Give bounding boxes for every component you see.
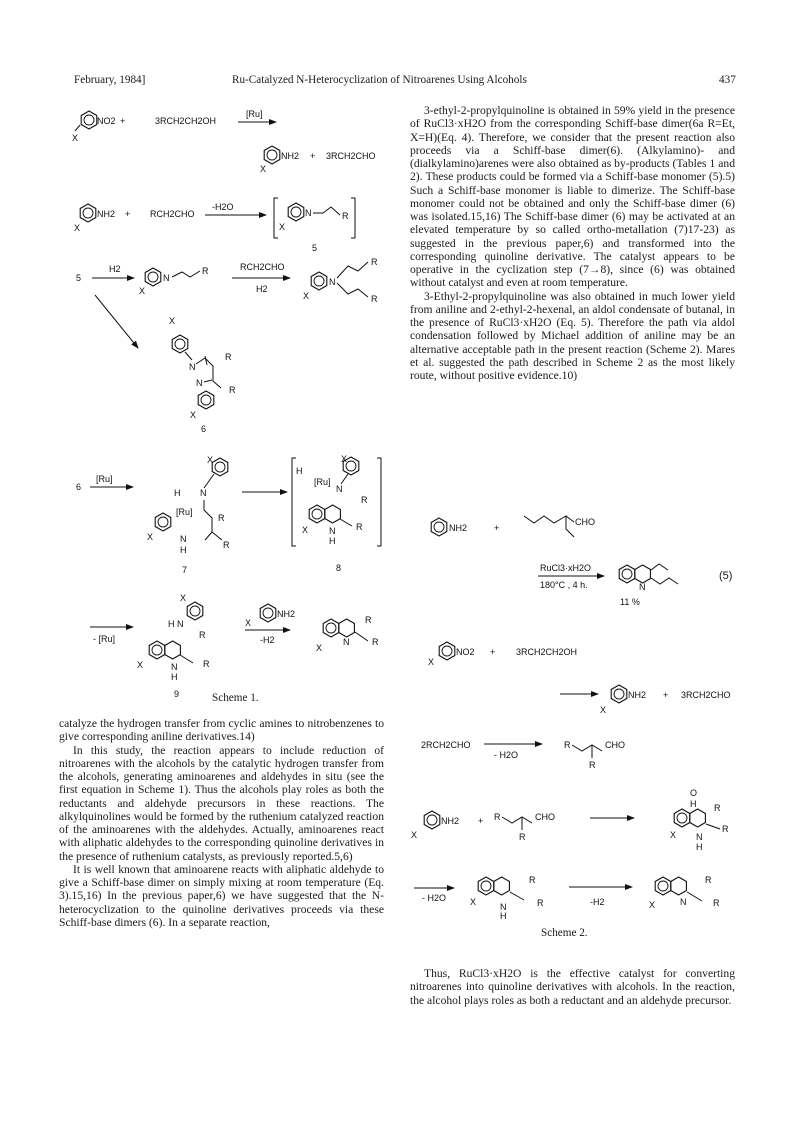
plus-sign: + — [310, 151, 316, 161]
r-group: R — [203, 659, 210, 669]
aniline-ring — [611, 685, 627, 703]
hydrogen-atom: H — [168, 619, 175, 629]
compound9-quinoline — [149, 641, 180, 659]
r-group: R — [713, 898, 720, 908]
substituent-x: X — [72, 133, 79, 143]
hydrogen-atom: H — [180, 545, 187, 555]
compound-label-9: 9 — [174, 689, 180, 699]
nitro-label: NO2 — [456, 647, 475, 657]
reaction-catalyst: RuCl3·xH2O — [540, 563, 592, 573]
r-group: R — [223, 540, 230, 550]
intermediate8-quinoline — [309, 505, 340, 523]
nitrogen-label: N — [177, 619, 184, 629]
scheme1-caption: Scheme 1. — [212, 692, 259, 704]
substituent-x: X — [428, 657, 435, 667]
r-group: R — [356, 522, 363, 532]
scheme2-caption: Scheme 2. — [541, 927, 588, 939]
amine-label: NH2 — [97, 209, 116, 219]
hydrogen-atom: H — [296, 466, 303, 476]
nitrogen-label: N — [329, 526, 336, 536]
oxygen-label: O — [690, 788, 698, 798]
aldehyde-reagent: RCH2CHO — [240, 262, 285, 272]
amine-label: NH2 — [449, 523, 468, 533]
dihydroquinoline — [478, 877, 509, 895]
substituent-x: X — [245, 618, 252, 628]
r-group: R — [371, 257, 378, 267]
substituent-x: X — [180, 593, 187, 603]
plus-sign: + — [663, 690, 669, 700]
substituent-x: X — [303, 291, 310, 301]
ruthenium-label: [Ru] — [314, 477, 331, 487]
substituent-x: X — [470, 897, 477, 907]
compound-label-5: 5 — [312, 243, 318, 253]
ethylpropylquinoline — [619, 565, 650, 583]
r-group: R — [714, 803, 721, 813]
r-group: R — [722, 824, 729, 834]
minus-water-label: - H2O — [422, 893, 447, 903]
equation5-drawing — [431, 516, 678, 607]
r-group: R — [705, 875, 712, 885]
alcohol-reagent: 3RCH2CH2OH — [516, 647, 578, 657]
nitrogen-label: N — [343, 637, 350, 647]
schiff-monomer-ring — [288, 203, 304, 221]
r-group: R — [229, 385, 236, 395]
paragraph: 3-Ethyl-2-propylquinoline was also obtained in much lower yield from aniline and 2-ethyl-2-hexenal, an aldol condensate of butanal, in the presence of RuCl3·xH2O (Eq. 5). Therefore the path via aldol condensation followed by Michael addition of aniline may be an alternative acceptable path in the present reaction (Scheme 2). Mares et al. suggested the path described in Scheme 2 as the most likely route, without positive evidence.10) — [410, 289, 735, 382]
catalyst-label: [Ru] — [246, 109, 263, 119]
r-group: R — [202, 266, 209, 276]
cho-label: CHO — [575, 517, 595, 527]
aniline-ring — [424, 811, 440, 829]
substituent-x: X — [190, 410, 197, 420]
r-group: R — [529, 875, 536, 885]
paragraph: In this study, the reaction appears to include reduction of nitroarenes with the alcohols by the catalytic hydrogen transfer from the alcohols, generating aminoarenes and aldehydes in situ (see the first equation in Scheme 1). Thus the alcohols play roles as both the reductants and aldehyde precursors in these reactions. The alkylquinolines would be formed by the ruthenium catalyzed reaction of the aminoarenes with the aldehydes. Actually, aminoarenes react with aliphatic aldehydes to the corresponding quinoline derivatives in the presence of ruthenium catalysts, as previously reported.5,6) — [59, 743, 384, 863]
aldehyde-reagent: 3RCH2CHO — [681, 690, 731, 700]
compound-label-6: 6 — [201, 424, 207, 434]
compound9-top-ring — [187, 602, 203, 620]
nitrogen-label: N — [189, 362, 196, 372]
aniline-ring — [80, 204, 96, 222]
amine-label: NH2 — [628, 690, 647, 700]
dialkylaminoarene-ring — [311, 272, 327, 290]
r-group: R — [371, 294, 378, 304]
r-group: R — [199, 630, 206, 640]
product-quinoline — [323, 619, 354, 637]
substituent-x: X — [147, 532, 154, 542]
dimer-ring-bottom — [198, 391, 214, 409]
r-group: R — [589, 760, 596, 770]
hydrogen-atom: H — [690, 799, 697, 809]
hydrogen-atom: H — [696, 842, 703, 852]
hydrogen-atom: H — [174, 488, 181, 498]
aminoaldehyde-adduct — [674, 809, 705, 827]
nitro-label: NO2 — [97, 116, 116, 126]
hydrogen-atom: H — [500, 911, 507, 921]
compound-label-8: 8 — [336, 563, 342, 573]
scheme1-drawing — [72, 109, 381, 699]
substituent-x: X — [260, 164, 267, 174]
nitrogen-label: N — [639, 582, 646, 592]
paragraph: It is well known that aminoarene reacts with aliphatic aldehyde to give a Schiff-base dimer on simply mixing at room temperature (Eq. 3).15,16) In the previous paper,6) we have suggested that the N-heterocyclization to the quinoline derivatives proceeds via these Schiff-base dimers (6). In a separate reaction, — [59, 862, 384, 929]
compound-label-5: 5 — [76, 273, 82, 283]
substituent-x: X — [316, 643, 323, 653]
substituent-x: X — [74, 223, 81, 233]
nitrogen-label: N — [163, 273, 170, 283]
page-number: 437 — [719, 74, 736, 86]
running-header-title: Ru-Catalyzed N-Heterocyclization of Nitroarenes Using Alcohols — [232, 74, 527, 86]
intermediate7-top-ring — [212, 458, 228, 476]
nitrogen-label: N — [180, 534, 187, 544]
substituent-x: X — [279, 222, 286, 232]
r-group: R — [494, 812, 501, 822]
plus-sign: + — [490, 647, 496, 657]
substituent-x: X — [341, 454, 348, 464]
nitrogen-label: N — [305, 208, 312, 218]
yield-label: 11 % — [620, 597, 640, 607]
r-group: R — [365, 615, 372, 625]
substituent-x: X — [302, 525, 309, 535]
cho-label: CHO — [535, 812, 555, 822]
r-group: R — [537, 898, 544, 908]
plus-sign: + — [125, 209, 131, 219]
amine-label: NH2 — [277, 609, 296, 619]
hydrogen-atom: H — [329, 536, 336, 546]
dimer-ring-top — [172, 335, 188, 353]
minus-hydrogen-label: -H2 — [260, 635, 275, 645]
paragraph: Thus, RuCl3·xH2O is the effective catalyst for converting nitroarenes into quinoline derivatives with alcohols. In the reaction, the alcohol plays roles as both a reductant and an aldehyde precursor. — [410, 967, 735, 1007]
r-group: R — [519, 832, 526, 842]
minus-catalyst-label: - [Ru] — [93, 634, 116, 644]
paragraph: catalyze the hydrogen transfer from cyclic amines to nitrobenzenes to give corresponding aniline derivatives.14) — [59, 717, 384, 744]
substituent-x: X — [207, 455, 214, 465]
hydrogen-atom: H — [171, 672, 178, 682]
reaction-conditions: 180°C , 4 h. — [540, 580, 588, 590]
substituent-x: X — [137, 660, 144, 670]
r-group: R — [218, 513, 225, 523]
substituent-x: X — [670, 830, 677, 840]
r-group: R — [564, 740, 571, 750]
aniline-ring — [264, 146, 280, 164]
nitroarene-ring — [439, 642, 455, 660]
compound-label-7: 7 — [182, 565, 188, 575]
aldehyde-reagent: 2RCH2CHO — [421, 740, 471, 750]
hydrogen-label: H2 — [256, 284, 268, 294]
minus-water-label: - H2O — [494, 750, 519, 760]
substituent-x: X — [139, 286, 146, 296]
arrow-glyph: + — [120, 116, 126, 126]
aldehyde-reagent: RCH2CHO — [150, 209, 195, 219]
paragraph: 3-ethyl-2-propylquinoline is obtained in 59% yield in the presence of RuCl3·xH2O from the corresponding Schiff-base dimer(6a R=Et, X=H)(Eq. 4). Therefore, we consider that the present reaction also proceeds via a Schiff-base dimer(6). (Alkylamino)- and (dialkylamino)arenes were also obtained as by-products (Tables 1 and 2). These products could be formed via a Schiff-base monomer (5).5) Such a Schiff-base monomer is liable to dimerize. The Schiff-base monomer could not be obtained and only the Schiff-base dimer (6) was isolated.15,16) The Schiff-base dimer (6) may be activated at an elevated temperature by so called ortho-metallation (7)17-23) as suggested in the previous paper,6) and transformed into the corresponding quinoline derivative. The catalyst appears to be operative in the cyclization step (7→8), since (6) was obtained without catalyst and even at room temperature. — [410, 104, 735, 290]
r-group: R — [342, 211, 349, 221]
byproduct-aniline-ring — [260, 604, 276, 622]
substituent-x: X — [649, 900, 656, 910]
plus-sign: + — [478, 816, 484, 826]
minus-hydrogen-label: -H2 — [590, 897, 605, 907]
r-group: R — [361, 495, 368, 505]
nitroarene-ring — [81, 111, 97, 129]
nitrogen-label: N — [336, 484, 343, 494]
amine-label: NH2 — [281, 151, 300, 161]
substituent-x: X — [600, 705, 607, 715]
alkylaminoarene-ring — [145, 268, 161, 286]
nitrogen-label: N — [200, 488, 207, 498]
aldehyde-reagent: 3RCH2CHO — [326, 151, 376, 161]
plus-sign: + — [494, 523, 500, 533]
r-group: R — [372, 637, 379, 647]
hydrogen-label: H2 — [109, 264, 121, 274]
nitrogen-label: N — [329, 277, 336, 287]
nitrogen-label: N — [696, 832, 703, 842]
nitrogen-label: N — [680, 897, 687, 907]
running-header-date: February, 1984] — [74, 74, 146, 86]
nitrogen-label: N — [500, 902, 507, 912]
cho-label: CHO — [605, 740, 625, 750]
nitrogen-label: N — [171, 662, 178, 672]
ruthenium-label: [Ru] — [176, 507, 193, 517]
scheme2-drawing — [411, 642, 731, 921]
compound-label-6: 6 — [76, 482, 82, 492]
aniline-ring — [431, 518, 447, 536]
equation5-number: (5) — [719, 570, 733, 582]
alcohol-reagent: 3RCH2CH2OH — [155, 116, 217, 126]
nitrogen-label: N — [196, 378, 203, 388]
intermediate7-bottom-ring — [155, 513, 171, 531]
amine-label: NH2 — [441, 816, 460, 826]
minus-water-label: -H2O — [212, 202, 234, 212]
substituent-x: X — [411, 830, 418, 840]
catalyst-label: [Ru] — [96, 474, 113, 484]
product-quinoline — [655, 877, 686, 895]
r-group: R — [225, 352, 232, 362]
substituent-x: X — [169, 316, 176, 326]
